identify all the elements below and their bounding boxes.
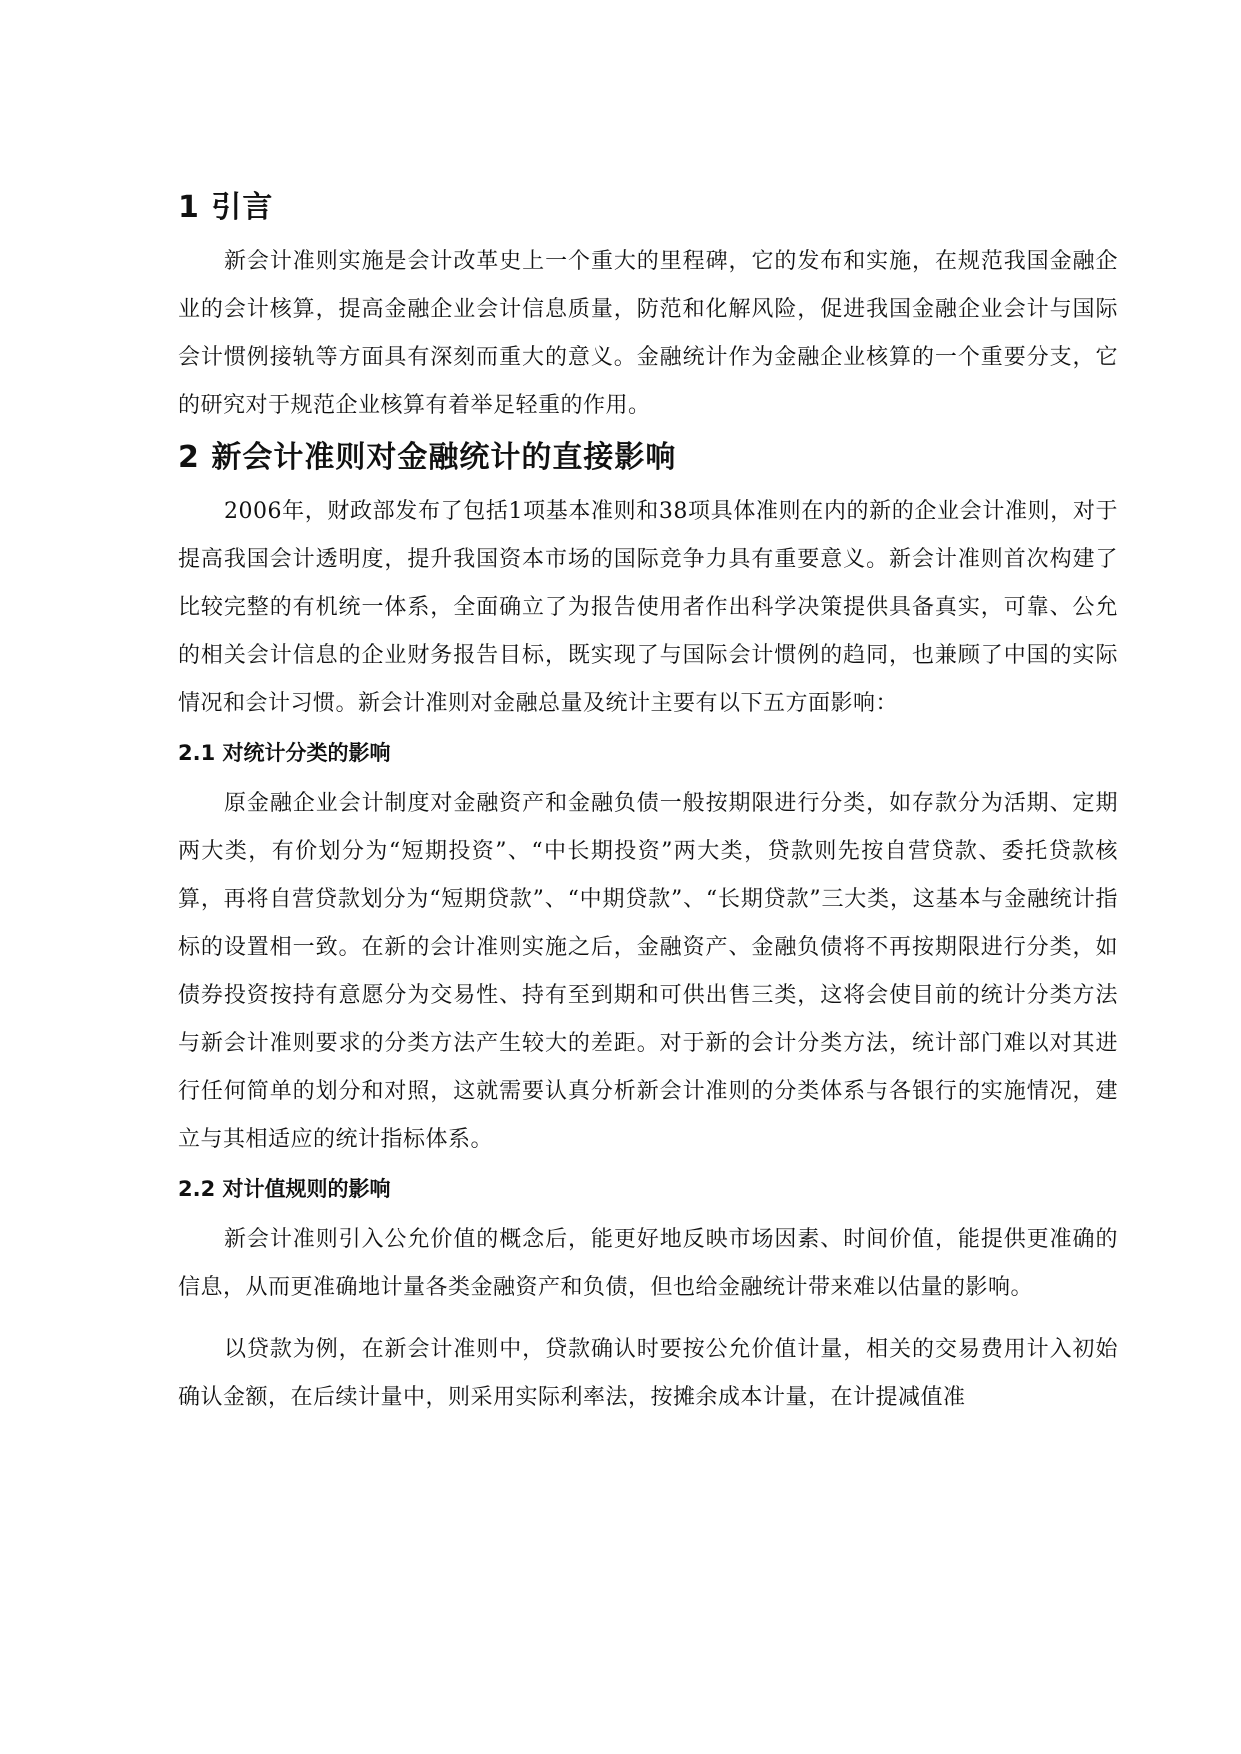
section-heading-introduction: 1 引言 [178, 190, 274, 225]
paragraph-loan-example: 以贷款为例，在新会计准则中，贷款确认时要按公允价值计量，相关的交易费用计入初始确认金额，在后续计量中，则采用实际利率法，按摊余成本计量，在计提减值准 [178, 1337, 1118, 1410]
subsection-heading-valuation: 2.2 对计值规则的影响 [178, 1177, 391, 1201]
paragraph-valuation: 新会计准则引入公允价值的概念后，能更好地反映市场因素、时间价值，能提供更准确的信息，从而更准确地计量各类金融资产和负债，但也给金融统计带来难以估量的影响。 [178, 1227, 1118, 1300]
section-heading-direct-impact: 2 新会计准则对金融统计的直接影响 [178, 440, 677, 475]
paragraph-classification: 原金融企业会计制度对金融资产和金融负债一般按期限进行分类，如存款分为活期、定期两大类，有价划分为“短期投资”、“中长期投资”两大类，贷款则先按自营贷款、委托贷款核算，再将自营贷款划分为“短期贷款”、“中期贷款”、“长期贷款”三大类，这基本与金融统计指标的设置相一致。在新的会计准则实施之后，金融资产、金融负债将不再按期限进行分类，如债券投资按持有意愿分为交易性、持有至到期和可供出售三类，这将会使目前的统计分类方法与新会计准则要求的分类方法产生较大的差距。对于新的会计分类方法，统计部门难以对其进行任何简单的划分和对照，这就需要认真分析新会计准则的分类体系与各银行的实施情况，建立与其相适应的统计指标体系。 [178, 791, 1118, 1152]
paragraph-direct-impact: 2006年，财政部发布了包括1项基本准则和38项具体准则在内的新的企业会计准则，对于提高我国会计透明度，提升我国资本市场的国际竞争力具有重要意义。新会计准则首次构建了比较完整的有机统一体系，全面确立了为报告使用者作出科学决策提供具备真实，可靠、公允的相关会计信息的企业财务报告目标，既实现了与国际会计惯例的趋同，也兼顾了中国的实际情况和会计习惯。新会计准则对金融总量及统计主要有以下五方面影响： [178, 499, 1118, 716]
subsection-heading-classification: 2.1 对统计分类的影响 [178, 741, 391, 765]
paragraph-introduction: 新会计准则实施是会计改革史上一个重大的里程碑，它的发布和实施，在规范我国金融企业的会计核算，提高金融企业会计信息质量，防范和化解风险，促进我国金融企业会计与国际会计惯例接轨等方面具有深刻而重大的意义。金融统计作为金融企业核算的一个重要分支，它的研究对于规范企业核算有着举足轻重的作用。 [178, 249, 1118, 418]
document-page [178, 188, 1118, 1426]
